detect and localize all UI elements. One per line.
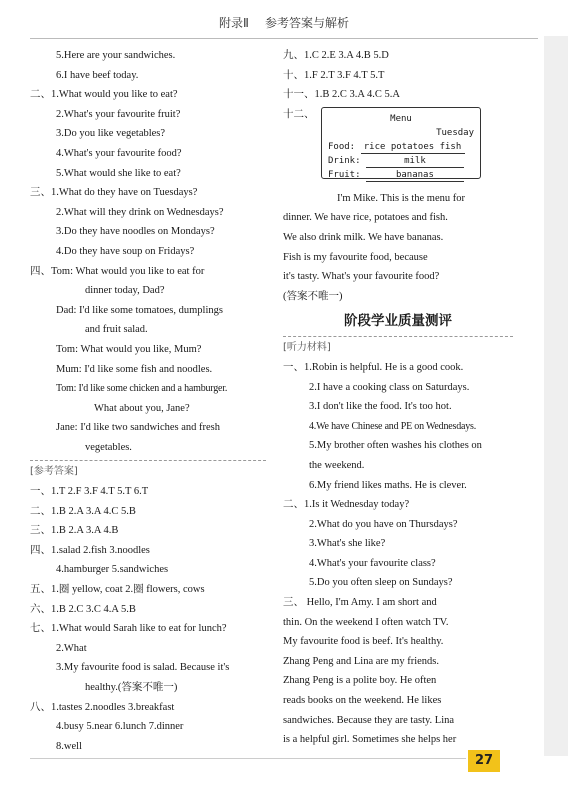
text-line: 2.What will they drink on Wednesdays? [56, 206, 224, 218]
divider [30, 460, 266, 461]
right-margin-bar [544, 36, 568, 756]
menu-title: Menu [390, 113, 412, 124]
header-appendix: 附录Ⅱ [219, 16, 249, 30]
text-line: 3.Do they have noodles on Mondays? [56, 226, 215, 238]
listening-line: 5.Do you often sleep on Sundays? [309, 577, 453, 589]
paragraph-line: it's tasty. What's your favourite food? [283, 271, 440, 283]
listening-line: reads books on the weekend. He likes [283, 695, 442, 707]
answer-line: healthy.(答案不唯一) [85, 682, 178, 693]
menu-drink-value: milk [366, 156, 464, 168]
listening-line: sandwiches. Because they are tasty. Lina [283, 714, 455, 726]
answer-line: 六、1.B 2.C 3.C 4.A 5.B [30, 603, 136, 615]
text-line: 4.What's your favourite food? [56, 147, 182, 159]
dialogue-line: and fruit salad. [85, 324, 148, 336]
listening-line: the weekend. [309, 459, 365, 471]
dialogue-line: Tom: What would you like, Mum? [56, 343, 202, 355]
dialogue-line: What about you, Jane? [94, 402, 190, 414]
listening-line: 二、1.Is it Wednesday today? [283, 499, 410, 511]
dialogue-line: dinner today, Dad? [85, 285, 165, 297]
answer-line: 九、1.C 2.E 3.A 4.B 5.D [283, 50, 389, 61]
listening-line: 4.We have Chinese and PE on Wednesdays. [309, 420, 477, 432]
divider [283, 336, 513, 337]
text-line: 5.Here are your sandwiches. [56, 50, 176, 61]
text-line: 4.Do they have soup on Fridays? [56, 245, 195, 257]
listening-line: 6.My friend likes maths. He is clever. [309, 479, 467, 491]
question-number: 十二、 [283, 108, 315, 120]
menu-food-row [328, 140, 474, 154]
answer-line: 四、1.salad 2.fish 3.noodles [30, 544, 150, 556]
answer-line: 3.My favourite food is salad. Because it's [56, 662, 230, 674]
listening-line: 三、 Hello, I'm Amy. I am short and [283, 597, 437, 609]
listening-line: 5.My brother often washes his clothes on [309, 440, 482, 452]
text-line: 三、1.What do they have on Tuesdays? [30, 187, 198, 199]
listening-line: 2.What do you have on Thursdays? [309, 518, 458, 530]
answer-line: 三、1.B 2.A 3.A 4.B [30, 525, 119, 537]
dialogue-line: vegetables. [85, 441, 132, 453]
listening-line: 3.What's she like? [309, 538, 386, 550]
paragraph-line: (答案不唯一) [283, 290, 343, 302]
answer-line: 七、1.What would Sarah like to eat for lunch? [30, 623, 227, 635]
header-rule [30, 38, 538, 39]
listening-line: My favourite food is beef. It's healthy. [283, 636, 444, 648]
section-title: 阶段学业质量测评 [344, 313, 452, 330]
dialogue-line: Dad: I'd like some tomatoes, dumplings [56, 304, 223, 316]
listening-line: Zhang Peng is a polite boy. He often [283, 675, 437, 687]
answer-line: 十一、1.B 2.C 3.A 4.C 5.A [283, 89, 400, 101]
text-line: 3.Do you like vegetables? [56, 128, 166, 140]
paragraph-line: We also drink milk. We have bananas. [283, 231, 444, 243]
answer-key-label: [参考答案] [30, 466, 78, 478]
paragraph-line: Fish is my favourite food, because [283, 251, 428, 263]
left-column [30, 46, 266, 756]
answer-line: 二、1.B 2.A 3.A 4.C 5.B [30, 505, 136, 517]
menu-card [321, 107, 481, 179]
dialogue-line: Mum: I'd like some fish and noodles. [56, 363, 213, 375]
page-header [0, 14, 568, 31]
dialogue-line: Jane: I'd like two sandwiches and fresh [56, 422, 221, 434]
listening-line: Zhang Peng and Lina are my friends. [283, 655, 439, 667]
answer-line: 8.well [56, 740, 82, 752]
page-number: 27 [468, 750, 500, 772]
text-line: 6.I have beef today. [56, 69, 139, 81]
dialogue-line: 四、Tom: What would you like to eat for [30, 265, 205, 277]
listening-line: 一、1.Robin is helpful. He is a good cook. [283, 361, 464, 373]
answer-line: 4.hamburger 5.sandwiches [56, 564, 169, 576]
menu-drink-label: Drink: [328, 155, 361, 166]
text-line: 二、1.What would you like to eat? [30, 89, 178, 101]
listening-label: [听力材料] [283, 342, 331, 354]
menu-fruit-label: Fruit: [328, 169, 361, 180]
answer-line: 4.busy 5.near 6.lunch 7.dinner [56, 721, 184, 733]
answer-line: 八、1.tastes 2.noodles 3.breakfast [30, 701, 175, 713]
listening-line: 4.What's your favourite class? [309, 557, 436, 569]
answer-line: 2.What [56, 642, 87, 654]
answer-line: 五、1.圈 yellow, coat 2.圈 flowers, cows [30, 584, 205, 596]
menu-question [283, 105, 513, 189]
menu-fruit-row [328, 168, 474, 182]
header-title: 参考答案与解析 [264, 16, 349, 30]
menu-date: Tuesday [436, 127, 474, 138]
menu-drink-row [328, 154, 474, 168]
answer-line: 十、1.F 2.T 3.F 4.T 5.T [283, 69, 385, 81]
listening-line: thin. On the weekend I often watch TV. [283, 616, 449, 628]
listening-line: is a helpful girl. Sometimes she helps her [283, 734, 457, 746]
text-line: 5.What would she like to eat? [56, 167, 181, 179]
listening-line: 2.I have a cooking class on Saturdays. [309, 381, 470, 393]
paragraph-line: dinner. We have rice, potatoes and fish. [283, 212, 448, 224]
menu-food-value: rice potatoes fish [361, 142, 465, 154]
listening-line: 3.I don't like the food. It's too hot. [309, 401, 452, 413]
text-line: 2.What's your favourite fruit? [56, 108, 181, 120]
menu-food-label: Food: [328, 141, 356, 152]
answer-line: 一、1.T 2.F 3.F 4.T 5.T 6.T [30, 486, 149, 498]
right-column [283, 46, 513, 750]
menu-fruit-value: bananas [366, 170, 464, 182]
dialogue-line: Tom: I'd like some chicken and a hamburger. [56, 383, 228, 395]
footer-rule [30, 758, 466, 759]
paragraph-line: I'm Mike. This is the menu for [337, 192, 465, 204]
